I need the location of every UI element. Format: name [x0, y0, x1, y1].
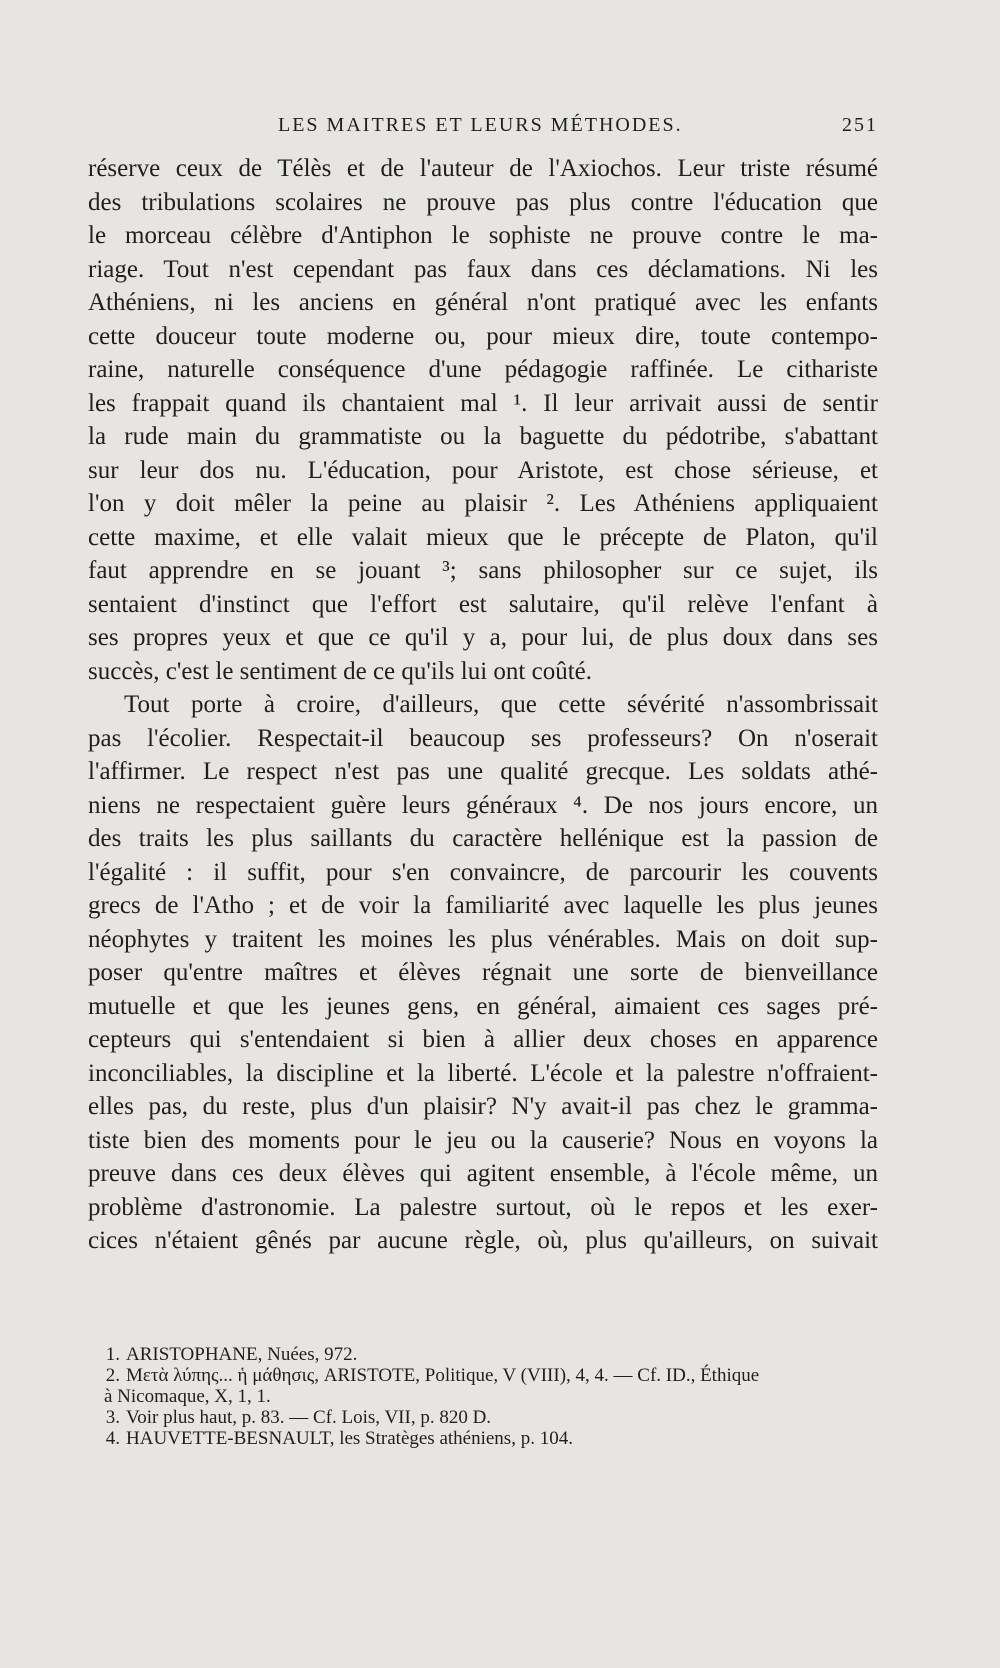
footnote-number: 2.	[105, 1365, 120, 1386]
text-line: inconciliables, la discipline et la liberté. L'école et la palestre n'offraient-	[88, 1059, 878, 1087]
text-line: problème d'astronomie. La palestre surtout, où le repos et les exer-	[88, 1193, 878, 1221]
footnote	[88, 1407, 878, 1428]
text-line: le morceau célèbre d'Antiphon le sophiste ne prouve contre le ma-	[88, 222, 878, 249]
text-line: pas l'écolier. Respectait-il beaucoup ses professeurs? On n'oserait	[88, 724, 878, 752]
text-line: néophytes y traitent les moines les plus vénérables. Mais on doit sup-	[88, 925, 878, 953]
text-line: la rude main du grammatiste ou la baguette du pédotribe, s'abattant	[88, 423, 878, 450]
text-line: riage. Tout n'est cependant pas faux dans ces déclamations. Ni les	[88, 255, 878, 283]
text-line: des traits les plus saillants du caractère hellénique est la passion de	[88, 825, 878, 852]
footnote-number: 1.	[105, 1344, 120, 1365]
text-line: poser qu'entre maîtres et élèves régnait une sorte de bienveillance	[88, 959, 878, 986]
text-line: mutuelle et que les jeunes gens, en général, aimaient ces sages pré-	[88, 992, 878, 1020]
text-line: tiste bien des moments pour le jeu ou la causerie? Nous en voyons la	[88, 1126, 878, 1154]
text-line: cette douceur toute moderne ou, pour mieux dire, toute contempo-	[88, 322, 878, 350]
footnote-number: 4.	[105, 1428, 120, 1449]
text-line: des tribulations scolaires ne prouve pas plus contre l'éducation que	[88, 188, 878, 216]
footnote	[88, 1386, 878, 1407]
footnote-text: Μετὰ λύπης... ἡ μάθησις, ARISTOTE, Politique, V (VIII), 4, 4. — Cf. ID., Éthique	[126, 1365, 760, 1386]
footnote	[88, 1365, 878, 1386]
body-text	[88, 152, 878, 1258]
footnote-text: ARISTOPHANE, Nuées, 972.	[126, 1344, 358, 1365]
text-line: réserve ceux de Télès et de l'auteur de l'Axiochos. Leur triste résumé	[88, 155, 878, 182]
page-number: 251	[842, 114, 878, 136]
text-line: raine, naturelle conséquence d'une pédagogie raffinée. Le cithariste	[88, 356, 878, 383]
text-line: Tout porte à croire, d'ailleurs, que cette sévérité n'assombrissait	[124, 691, 878, 718]
footnotes	[88, 1344, 878, 1449]
footnote-text: à Nicomaque, X, 1, 1.	[104, 1386, 271, 1407]
text-line: cette maxime, et elle valait mieux que le précepte de Platon, qu'il	[88, 523, 878, 551]
text-line: elles pas, du reste, plus d'un plaisir? N'y avait-il pas chez le gramma-	[88, 1093, 878, 1120]
text-line: niens ne respectaient guère leurs généraux ⁴. De nos jours encore, un	[88, 791, 878, 819]
text-line: les frappait quand ils chantaient mal ¹. Il leur arrivait aussi de sentir	[88, 389, 878, 417]
footnote-number: 3.	[105, 1407, 120, 1428]
footnote-text: Voir plus haut, p. 83. — Cf. Lois, VII, p. 820 D.	[126, 1407, 492, 1428]
text-line: preuve dans ces deux élèves qui agitent ensemble, à l'école même, un	[88, 1160, 878, 1187]
page-header	[88, 114, 878, 144]
text-line: succès, c'est le sentiment de ce qu'ils lui ont coûté.	[88, 657, 593, 685]
text-line: cepteurs qui s'entendaient si bien à allier deux choses en apparence	[88, 1026, 878, 1053]
text-line: sur leur dos nu. L'éducation, pour Aristote, est chose sérieuse, et	[88, 456, 878, 484]
text-line: l'égalité : il suffit, pour s'en convaincre, de parcourir les couvents	[88, 858, 878, 886]
footnote	[88, 1428, 878, 1449]
text-line: l'affirmer. Le respect n'est pas une qualité grecque. Les soldats athé-	[88, 758, 878, 785]
footnote	[88, 1344, 878, 1365]
text-line: sentaient d'instinct que l'effort est salutaire, qu'il relève l'enfant à	[88, 590, 878, 618]
text-line: grecs de l'Atho ; et de voir la familiarité avec laquelle les plus jeunes	[88, 892, 878, 919]
text-line: cices n'étaient gênés par aucune règle, où, plus qu'ailleurs, on suivait	[88, 1227, 878, 1254]
text-line: Athéniens, ni les anciens en général n'ont pratiqué avec les enfants	[88, 289, 878, 316]
text-line: ses propres yeux et que ce qu'il y a, pour lui, de plus doux dans ses	[88, 624, 878, 651]
text-line: l'on y doit mêler la peine au plaisir ². Les Athéniens appliquaient	[88, 490, 878, 517]
text-line: faut apprendre en se jouant ³; sans philosopher sur ce sujet, ils	[88, 557, 878, 584]
footnote-text: HAUVETTE-BESNAULT, les Stratèges athéniens, p. 104.	[126, 1428, 573, 1449]
running-head: LES MAITRES ET LEURS MÉTHODES.	[278, 114, 683, 136]
